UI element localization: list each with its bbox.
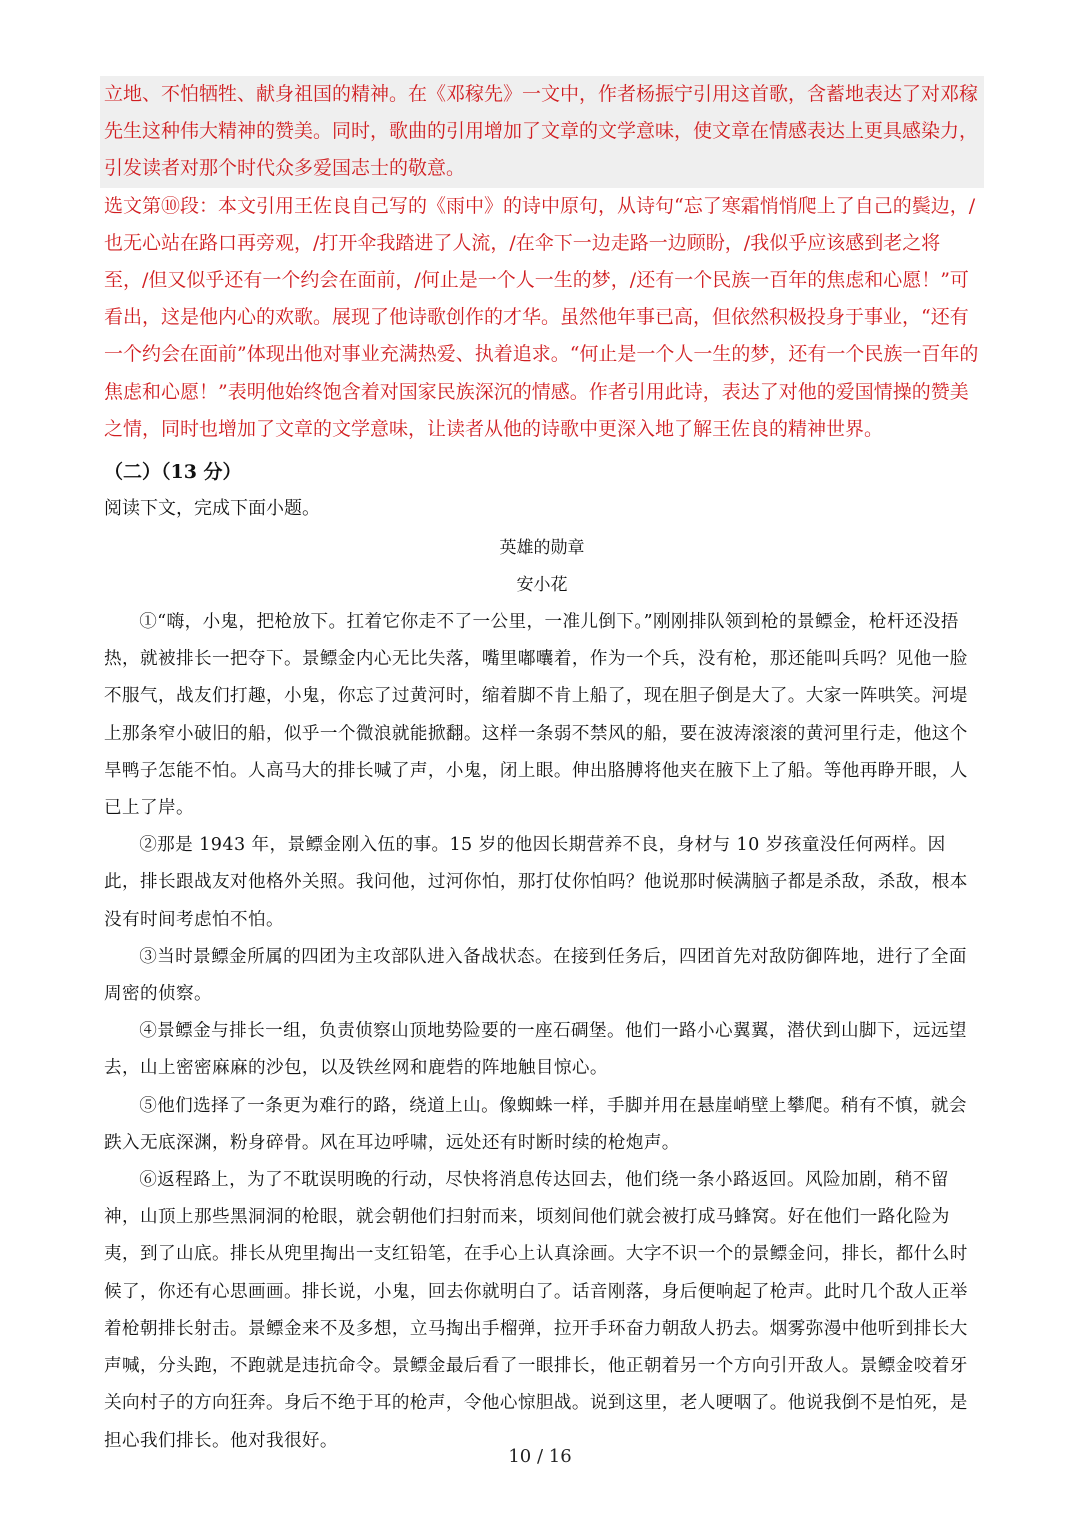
page-number: 10 / 16 <box>508 1446 572 1467</box>
article-paragraph: ④景鳔金与排长一组，负责侦察山顶地势险要的一座石碉堡。他们一路小心翼翼，潜伏到山脚下，远远望去，山上密密麻麻的沙包，以及铁丝网和鹿砦的阵地触目惊心。 <box>104 1021 967 1079</box>
section-heading: （二）（13 分） <box>104 461 242 484</box>
article-paragraph: ③当时景鳔金所属的四团为主攻部队进入备战状态。在接到任务后，四团首先对敌防御阵地，进行了全面周密的侦察。 <box>104 946 967 1005</box>
article-paragraph: ⑥返程路上，为了不耽误明晚的行动，尽快将消息传达回去，他们绕一条小路返回。风险加剧，稍不留神，山顶上那些黑洞洞的枪眼，就会朝他们扫射而来，顷刻间他们就会被打成马蜂窝。好在他们一路化险为夷，到了山底。排长从兜里掏出一支红铅笔，在手心上认真涂画。大字不识一个的景鳔金问，排长，都什么时候了，你还有心思画画。排长说，小鬼，回去你就明白了。话音刚落，身后便响起了枪声。此时几个敌人正举着枪朝排长射击。景鳔金来不及多想，立马掏出手榴弹，拉开手环奋力朝敌人扔去。烟雾弥漫中他听到排长大声喊，分头跑，不跑就是违抗命令。景鳔金最后看了一眼排长，他正朝着另一个方向引开敌人。景鳔金咬着牙关向村子的方向狂奔。身后不绝于耳的枪声，令他心惊胆战。说到这里，老人哽咽了。他说我倒不是怕死，是担心我们排长。他对我很好。 <box>104 1170 968 1451</box>
article-paragraph: ⑤他们选择了一条更为难行的路，绕道上山。像蜘蛛一样，手脚并用在悬崖峭壁上攀爬。稍有不慎，就会跌入无底深渊，粉身碎骨。风在耳边呼啸，远处还有时断时续的枪炮声。 <box>104 1095 967 1153</box>
article-title: 英雄的勋章 <box>499 538 585 559</box>
article-body <box>104 604 980 1460</box>
article-paragraph: ②那是 1943 年，景鳔金刚入伍的事。15 岁的他因长期营养不良，身材与 10 岁孩童没任何两样。因此，排长跟战友对他格外关照。我问他，过河你怕，那打仗你怕吗？他说那时候满脑子都是杀敌，杀敌，根本没有时间考虑怕不怕。 <box>104 835 968 930</box>
article-paragraph: ①“嗨，小鬼，把枪放下。扛着它你走不了一公里，一准儿倒下。”刚刚排队领到枪的景鳔金，枪杆还没捂热，就被排长一把夺下。景鳔金内心无比失落，嘴里嘟囔着，作为一个兵，没有枪，那还能叫兵吗？见他一脸不服气，战友们打趣，小鬼，你忘了过黄河时，缩着脚不肯上船了，现在胆子倒是大了。大家一阵哄笑。河堤上那条窄小破旧的船，似乎一个微浪就能掀翻。这样一条弱不禁风的船，要在波涛滚滚的黄河里行走，他这个旱鸭子怎能不怕。人高马大的排长喊了声，小鬼，闭上眼。伸出胳膊将他夹在腋下上了船。等他再睁开眼，人已上了岸。 <box>104 612 968 819</box>
instruction-text: 阅读下文，完成下面小题。 <box>104 498 320 520</box>
answer-paragraph-10: 选文第⑩段：本文引用王佐良自己写的《雨中》的诗中原句，从诗句“忘了寒霜悄悄爬上了自己的鬓边，/也无心站在路口再旁观，/打开伞我踏进了人流，/在伞下一边走路一边顾盼，/我似乎应该感到老之将至，/但又似乎还有一个约会在面前，/何止是一个人一生的梦，/还有一个民族一百年的焦虑和心愿！”可看出，这是他内心的欢歌。展现了他诗歌创作的才华。虽然他年事已高，但依然积极投身于事业，“还有一个约会在面前”体现出他对事业充满热爱、执着追求。“何止是一个人一生的梦，还有一个民族一百年的焦虑和心愿！”表明他始终饱含着对国家民族深沉的情感。作者引用此诗，表达了对他的爱国情操的赞美之情，同时也增加了文章的文学意味，让读者从他的诗歌中更深入地了解王佐良的精神世界。 <box>104 194 979 440</box>
article-author: 安小花 <box>516 575 568 596</box>
document-page <box>104 76 980 1460</box>
answer-text-shaded: 立地、不怕牺牲、献身祖国的精神。在《邓稼先》一文中，作者杨振宁引用这首歌，含蓄地表达了对邓稼先生这种伟大精神的赞美。同时，歌曲的引用增加了文章的文学意味，使文章在情感表达上更具感染力，引发读者对那个时代众多爱国志士的敬意。 <box>100 76 984 188</box>
